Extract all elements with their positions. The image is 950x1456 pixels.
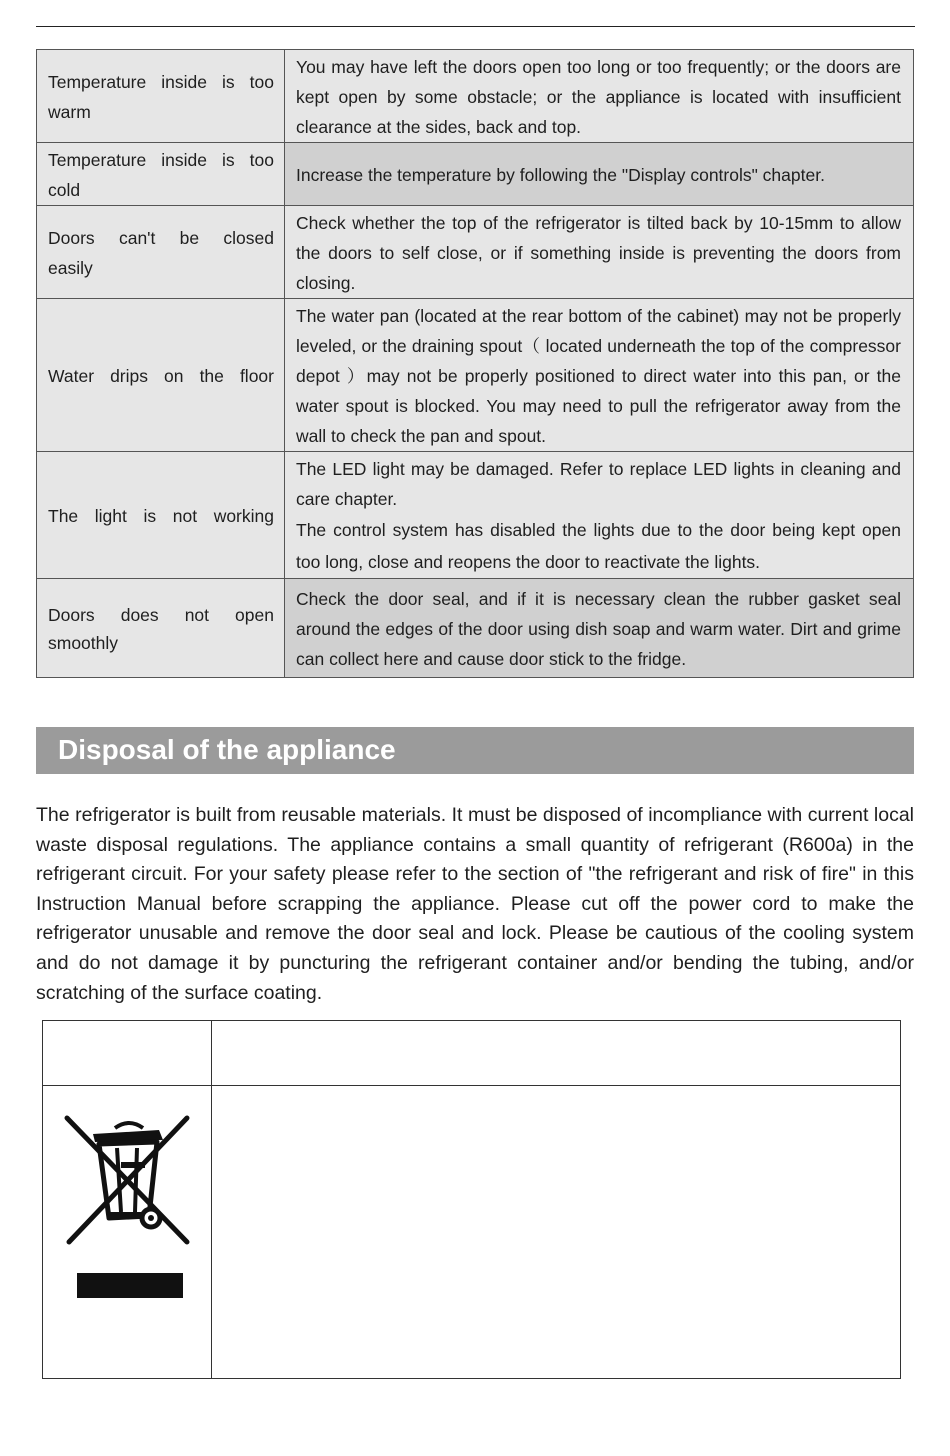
troubleshooting-table	[36, 49, 914, 678]
disposal-paragraph: The refrigerator is built from reusable materials. It must be disposed of incompliance with current local waste disposal regulations. The appliance contains a small quantity of refrigerant (R600a) in the refrigerant circuit. For your safety please refer to the section of "the refrigerant and risk of fire" in this Instruction Manual before scrapping the appliance. Please cut off the power cord to make the refrigerator unusable and remove the door seal and lock. Please be cautious of the cooling system and do not damage it by puncturing the refrigerant container and/or bending the tubing, and/or scratching of the surface coating.	[36, 804, 914, 1004]
cause-cell: Increase the temperature by following the "Display controls" chapter.	[285, 143, 914, 206]
problem-cell	[37, 299, 285, 452]
problem-text: Doors does not open	[48, 605, 274, 625]
table-row	[43, 1086, 901, 1379]
weee-header-left-cell	[43, 1021, 212, 1086]
problem-text: The light is not working	[48, 506, 274, 526]
table-row	[43, 1021, 901, 1086]
problem-text: Doors can't be closed	[48, 228, 274, 248]
table-row	[37, 452, 914, 579]
cause-text: The LED light may be damaged. Refer to replace LED lights in cleaning and care chapter.	[296, 459, 901, 509]
problem-cell	[37, 143, 285, 206]
problem-text: easily	[48, 258, 93, 278]
cause-cell: Check the door seal, and if it is necessary clean the rubber gasket seal around the edges of the door using dish soap and warm water. Dirt and grime can collect here and cause door stick to the fridge.	[285, 579, 914, 678]
cause-text: The control system has disabled the lights due to the door being kept open too long, close and reopens the door to reactivate the lights.	[296, 520, 901, 572]
problem-cell	[37, 452, 285, 579]
table-row	[37, 579, 914, 678]
weee-icon-cell	[43, 1086, 212, 1379]
problem-text: smoothly	[48, 633, 119, 653]
cause-cell: Check whether the top of the refrigerator is tilted back by 10-15mm to allow the doors to self close, or if something inside is preventing the doors from closing.	[285, 206, 914, 299]
problem-cell	[37, 50, 285, 143]
table-row	[37, 143, 914, 206]
section-title: Disposal of the appliance	[58, 734, 396, 765]
section-heading-bar	[36, 727, 914, 774]
page-top-rule	[36, 26, 915, 27]
problem-cell	[37, 206, 285, 299]
table-row	[37, 299, 914, 452]
table-row	[37, 50, 914, 143]
weee-header-right-cell	[212, 1021, 901, 1086]
table-row	[37, 206, 914, 299]
crossed-out-wheelie-bin-icon	[43, 1086, 211, 1378]
problem-text: Temperature inside is too	[48, 150, 274, 170]
problem-text: Water drips on the floor	[48, 366, 274, 386]
cause-cell: The water pan (located at the rear bottom of the cabinet) may not be properly leveled, or the draining spout（ located underneath the top of the compressor depot ）may not be properly positioned to direct water into this pan, or the water spout is blocked. You may need to pull the refrigerator away from the wall to check the pan and spout.	[285, 299, 914, 452]
weee-table	[42, 1020, 901, 1379]
weee-body-right-cell	[212, 1086, 901, 1379]
problem-text: cold	[48, 180, 81, 200]
cause-cell: You may have left the doors open too long or too frequently; or the doors are kept open by some obstacle; or the appliance is located with insufficient clearance at the sides, back and top.	[285, 50, 914, 143]
problem-cell	[37, 579, 285, 678]
cause-cell	[285, 452, 914, 579]
problem-text: warm	[48, 102, 91, 122]
problem-text: Temperature inside is too	[48, 72, 274, 92]
